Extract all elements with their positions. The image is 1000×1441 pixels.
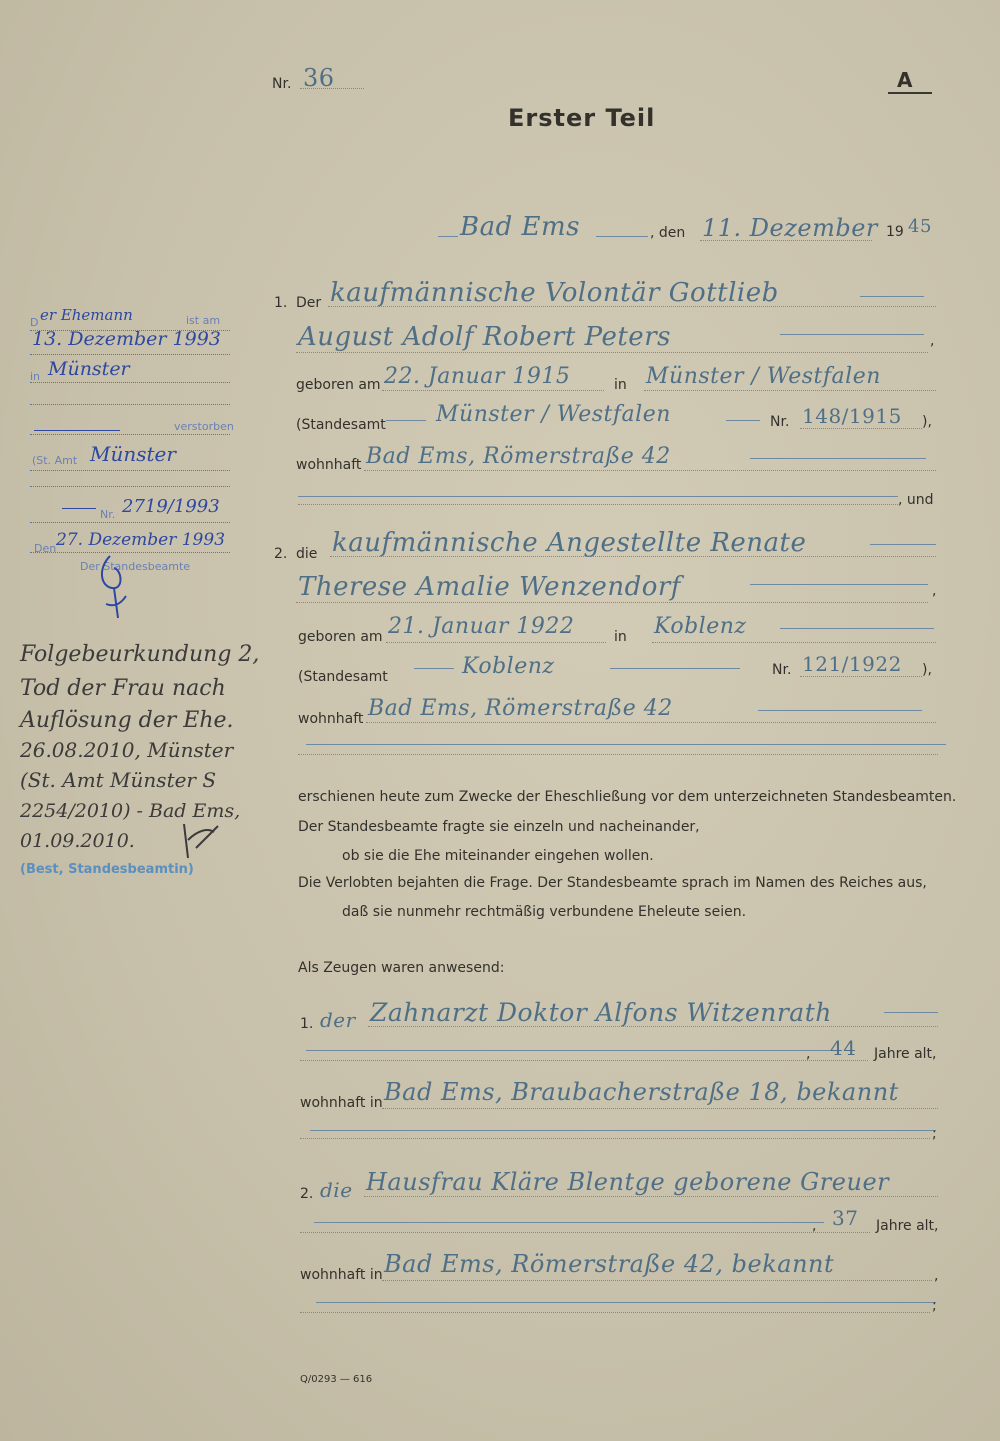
margin-note-signature: [178, 818, 228, 862]
person1-residence-dash: [750, 458, 926, 459]
stamp-den-label: Den: [34, 542, 57, 555]
stamp-dots-2: [30, 354, 230, 355]
person2-nr-dots: [800, 676, 922, 677]
person1-in-label: in: [614, 377, 627, 393]
stamp-line1-prefix: D: [30, 316, 39, 329]
person1-und: , und: [898, 492, 934, 508]
stamp-dots-4: [30, 404, 230, 405]
person1-registry-dash-r: [726, 420, 760, 421]
body-line-3: ob sie die Ehe miteinander eingehen wollen.: [342, 848, 654, 864]
place: Bad Ems: [460, 212, 580, 242]
person2-born-date: 21. Januar 1922: [388, 614, 575, 639]
body-line-1: erschienen heute zum Zwecke der Eheschließung vor dem unterzeichneten Standesbeamten.: [298, 789, 957, 805]
margin-note-line-5: (St. Amt Münster S: [20, 768, 217, 792]
person1-registry-label: (Standesamt: [296, 417, 386, 433]
person1-article: Der: [296, 295, 322, 311]
witness2-age: 37: [832, 1206, 859, 1230]
person2-line1-dots: [330, 556, 936, 557]
margin-note-signature-label: (Best, Standesbeamtin): [20, 862, 194, 877]
body-line-2: Der Standesbeamte fragte sie einzeln und nacheinander,: [298, 819, 700, 835]
witness1-age: 44: [830, 1036, 857, 1060]
section-letter: A: [897, 68, 913, 92]
stamp-signature: [92, 548, 142, 620]
number-dotted-line: [300, 88, 364, 89]
witness2-number: 2.: [300, 1186, 314, 1202]
comma: ,: [930, 333, 935, 349]
person2-registry: Koblenz: [462, 654, 555, 679]
section-letter-underline: [888, 92, 932, 94]
person1-registry-dash-l: [386, 420, 426, 421]
stamp-st-amt-label: (St. Amt: [32, 454, 78, 467]
margin-note-line-4: 26.08.2010, Münster: [20, 738, 234, 762]
person1-nr-close: ),: [922, 414, 932, 430]
person2-nr-close: ),: [922, 662, 932, 678]
person1-born-date: 22. Januar 1915: [384, 364, 571, 389]
witness1-age-label: Jahre alt,: [874, 1046, 937, 1062]
witness2-blank-rule: [314, 1222, 824, 1223]
comma: ,: [932, 583, 937, 599]
stamp-verstorben: verstorben: [174, 420, 234, 433]
witness1-residence: Bad Ems, Braubacherstraße 18, bekannt: [384, 1078, 899, 1106]
person1-line2-dash: [780, 334, 924, 335]
person2-line1-dash: [870, 544, 936, 545]
person2-blank-dots: [298, 754, 938, 755]
person2-blank-rule: [306, 744, 946, 745]
person1-nr-label: Nr.: [770, 414, 790, 430]
margin-note-line-6: 2254/2010) - Bad Ems,: [20, 800, 241, 822]
stamp-dots-3: [30, 382, 230, 383]
person2-registry-label: (Standesamt: [298, 669, 388, 685]
date-dotted-line: [700, 240, 872, 241]
person2-born-label: geboren am: [298, 629, 383, 645]
person2-residence-dots: [366, 722, 936, 723]
witness2-residence-label: wohnhaft in: [300, 1267, 383, 1283]
witnesses-heading: Als Zeugen waren anwesend:: [298, 960, 505, 976]
witness1-name: Zahnarzt Doktor Alfons Witzenrath: [370, 998, 832, 1027]
person1-number: 1.: [274, 295, 288, 311]
witness1-blank-rule: [306, 1050, 836, 1051]
body-line-4: Die Verlobten bejahten die Frage. Der Standesbeamte sprach im Namen des Reiches aus,: [298, 875, 927, 891]
stamp-den-hand: 27. Dezember 1993: [56, 530, 226, 550]
person1-nr-dots: [800, 428, 922, 429]
den-label: , den: [650, 225, 686, 241]
page-title: Erster Teil: [508, 104, 656, 132]
person1-line2: August Adolf Robert Peters: [298, 322, 671, 352]
margin-note-line-3: Auflösung der Ehe.: [20, 708, 234, 733]
stamp-nr-label: Nr.: [100, 508, 116, 521]
comma: ,: [812, 1218, 817, 1234]
person1-line1-dots: [328, 306, 936, 307]
person1-born-place: Münster / Westfalen: [646, 364, 881, 389]
person1-line1-dash: [860, 296, 924, 297]
stamp-line2-hand: 13. Dezember 1993: [32, 328, 221, 350]
person2-nr-label: Nr.: [772, 662, 792, 678]
stamp-dots-8: [30, 522, 230, 523]
person1-registry: Münster / Westfalen: [436, 402, 671, 427]
comma: ,: [806, 1046, 811, 1062]
person2-registry-dash-l: [414, 668, 454, 669]
person2-registry-dash-r: [610, 668, 740, 669]
witness2-residence: Bad Ems, Römerstraße 42, bekannt: [384, 1250, 835, 1278]
stamp-line1-hand: er Ehemann: [40, 306, 133, 324]
date: 11. Dezember: [702, 214, 878, 242]
witness2-age-dots: [300, 1232, 870, 1233]
witness1-article: der: [320, 1008, 356, 1032]
stamp-line3-prefix: in: [30, 370, 41, 383]
witness2-end: ;: [932, 1298, 937, 1314]
witness1-name-dash: [884, 1012, 938, 1013]
person2-article: die: [296, 546, 318, 562]
person2-born-place: Koblenz: [654, 614, 747, 639]
person2-born-place-dash: [780, 628, 934, 629]
person1-line2-dots: [296, 352, 928, 353]
stamp-nr-dash: [62, 508, 96, 509]
witness2-age-label: Jahre alt,: [876, 1218, 939, 1234]
person1-residence-dots: [364, 470, 936, 471]
witness1-name-dots: [368, 1026, 938, 1027]
person1-born-label: geboren am: [296, 377, 381, 393]
witness1-blank-rule2: [310, 1130, 936, 1131]
person1-blank-dots: [298, 504, 898, 505]
witness2-blank-dots: [300, 1312, 930, 1313]
stamp-official-label: Der Standesbeamte: [80, 560, 191, 573]
witness1-residence-label: wohnhaft in: [300, 1095, 383, 1111]
witness1-end: ;: [932, 1126, 937, 1142]
person2-line2-dots: [296, 602, 928, 603]
person2-line1: kaufmännische Angestellte Renate: [332, 528, 807, 558]
person2-in-label: in: [614, 629, 627, 645]
stamp-dots-7: [30, 486, 230, 487]
margin-note-line-7: 01.09.2010.: [20, 830, 135, 852]
person2-nr: 121/1922: [802, 652, 902, 676]
stamp-st-amt-hand: Münster: [90, 442, 176, 466]
person2-born-date-dots: [386, 642, 606, 643]
stamp-line1-suffix: ist am: [186, 314, 221, 327]
person1-line1: kaufmännische Volontär Gottlieb: [330, 278, 779, 308]
witness1-number: 1.: [300, 1016, 314, 1032]
witness2-name-dots: [364, 1196, 938, 1197]
person2-residence-label: wohnhaft: [298, 711, 364, 727]
stamp-nr-hand: 2719/1993: [122, 496, 220, 517]
number-label: Nr.: [272, 76, 292, 92]
person2-number: 2.: [274, 546, 288, 562]
witness2-name: Hausfrau Kläre Blentge geborene Greuer: [366, 1168, 890, 1196]
stamp-line3-hand: Münster: [48, 358, 130, 380]
witness1-age-dots: [300, 1060, 868, 1061]
place-dash-left: [438, 236, 458, 237]
person2-residence: Bad Ems, Römerstraße 42: [368, 696, 673, 721]
witness2-residence-dots: [382, 1280, 932, 1281]
place-dash-right: [596, 236, 648, 237]
margin-note-line-2: Tod der Frau nach: [20, 676, 226, 701]
person1-residence: Bad Ems, Römerstraße 42: [366, 444, 671, 469]
person2-residence-dash: [758, 710, 922, 711]
comma: ,: [934, 1268, 939, 1284]
year-prefix: 19: [886, 224, 904, 240]
person1-born-place-dots: [644, 390, 936, 391]
person1-blank-rule: [298, 496, 898, 497]
person1-nr: 148/1915: [802, 404, 902, 428]
person2-line2: Therese Amalie Wenzendorf: [298, 572, 681, 602]
stamp-dots-6: [30, 470, 230, 471]
margin-note-line-1: Folgebeurkundung 2,: [20, 642, 260, 667]
person2-line2-dash: [750, 584, 928, 585]
body-line-5: daß sie nunmehr rechtmäßig verbundene Eheleute seien.: [342, 904, 747, 920]
person2-born-place-dots: [652, 642, 936, 643]
witness1-residence-dots: [382, 1108, 938, 1109]
form-number: Q/0293 — 616: [300, 1374, 373, 1385]
number-value: 36: [303, 64, 335, 92]
witness2-article: die: [320, 1178, 353, 1202]
witness2-blank-rule2: [316, 1302, 936, 1303]
person1-born-date-dots: [382, 390, 604, 391]
witness1-blank-dots: [300, 1138, 930, 1139]
person1-residence-label: wohnhaft: [296, 457, 362, 473]
year-suffix: 45: [908, 216, 932, 237]
stamp-dots-5: [30, 434, 230, 435]
stamp-dash: [34, 430, 120, 431]
